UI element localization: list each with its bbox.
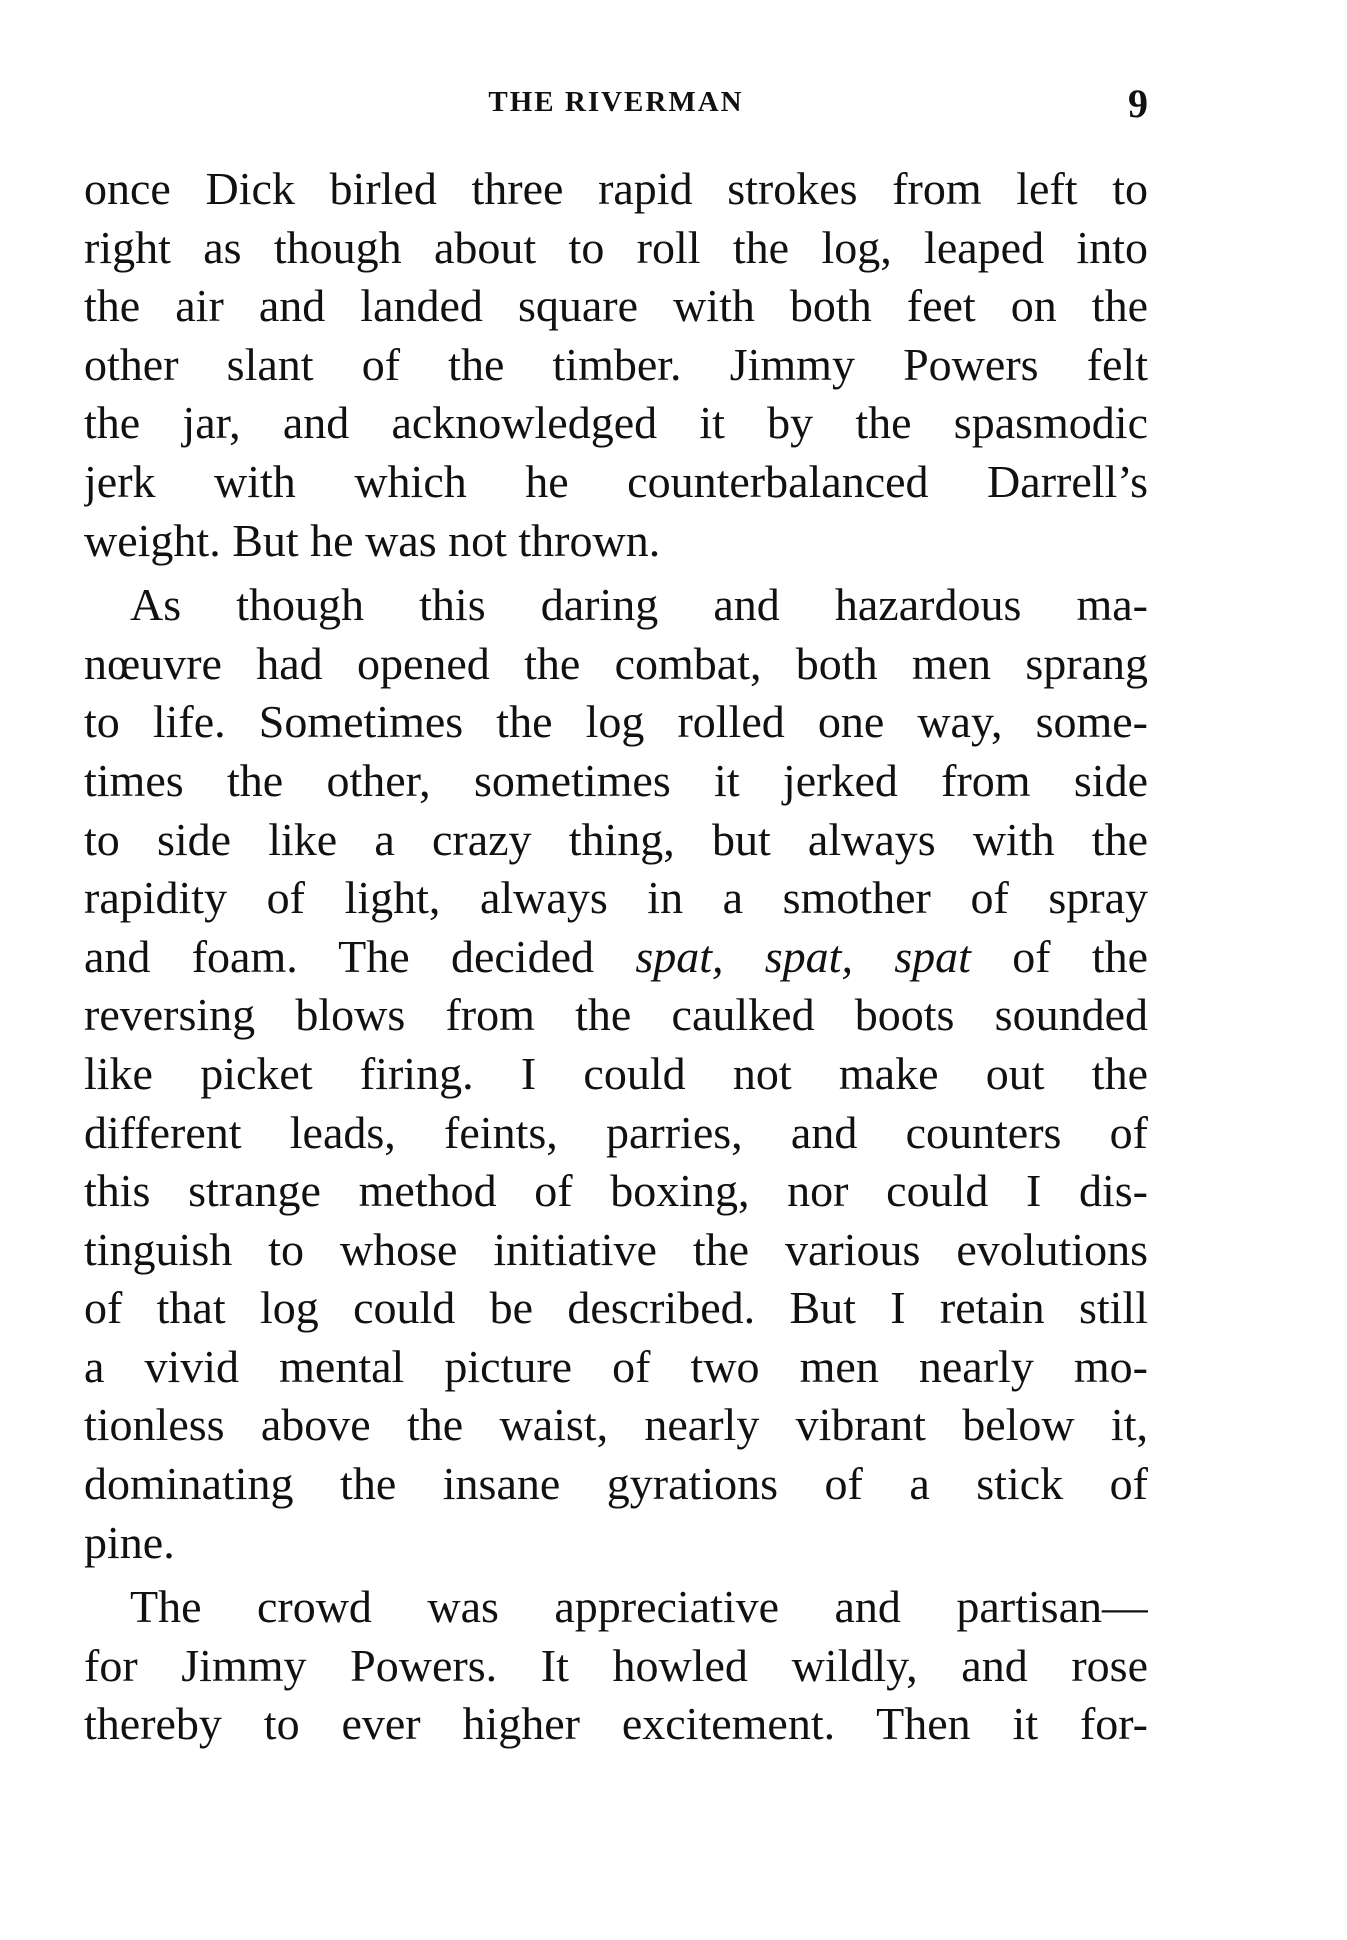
text-line: of that log could be described. But I retain still (84, 1282, 1148, 1334)
text-line: dominating the insane gyrations of a stick of (84, 1458, 1148, 1510)
body-text (84, 160, 1148, 1754)
text-segment: and foam. The decided (84, 930, 595, 982)
text-line: to life. Sometimes the log rolled one way, some- (84, 696, 1148, 748)
text-line: As though this daring and hazardous ma- (130, 579, 1148, 631)
text-line: like picket firing. I could not make out the (84, 1047, 1148, 1099)
text-line: different leads, feints, parries, and counters of (84, 1106, 1148, 1158)
text-line: once Dick birled three rapid strokes from left to (84, 163, 1148, 214)
text-line: weight. But he was not thrown. (84, 514, 661, 566)
text-segment: of the (1012, 930, 1148, 982)
text-line: thereby to ever higher excitement. Then it for- (84, 1698, 1148, 1750)
text-line: to side like a crazy thing, but always with the (84, 813, 1148, 865)
text-line: jerk with which he counterbalanced Darrell’s (84, 455, 1148, 507)
italic-phrase: spat, spat, spat (635, 930, 971, 982)
text-line: this strange method of boxing, nor could I dis- (84, 1165, 1148, 1217)
text-line: for Jimmy Powers. It howled wildly, and rose (84, 1639, 1148, 1691)
text-line: The crowd was appreciative and partisan— (130, 1581, 1148, 1633)
text-line: reversing blows from the caulked boots sounded (84, 989, 1148, 1041)
text-line: other slant of the timber. Jimmy Powers felt (84, 338, 1148, 390)
text-line: tionless above the waist, nearly vibrant below it, (84, 1399, 1148, 1451)
text-line: a vivid mental picture of two men nearly mo- (84, 1340, 1148, 1392)
text-line: pine. (84, 1516, 175, 1568)
text-line: the air and landed square with both feet on the (84, 280, 1148, 332)
text-line: rapidity of light, always in a smother of spray (84, 872, 1148, 924)
running-head (84, 81, 1148, 136)
text-line: nœuvre had opened the combat, both men sprang (84, 637, 1148, 689)
text-line: right as though about to roll the log, leaped into (84, 221, 1148, 273)
text-line: times the other, sometimes it jerked from side (84, 754, 1148, 806)
text-line-with-italics (84, 928, 1148, 987)
running-title: THE RIVERMAN (488, 86, 744, 118)
page-number: 9 (1128, 81, 1148, 126)
text-line: the jar, and acknowledged it by the spasmodic (84, 397, 1148, 449)
text-line: tinguish to whose initiative the various evolutions (84, 1223, 1148, 1275)
